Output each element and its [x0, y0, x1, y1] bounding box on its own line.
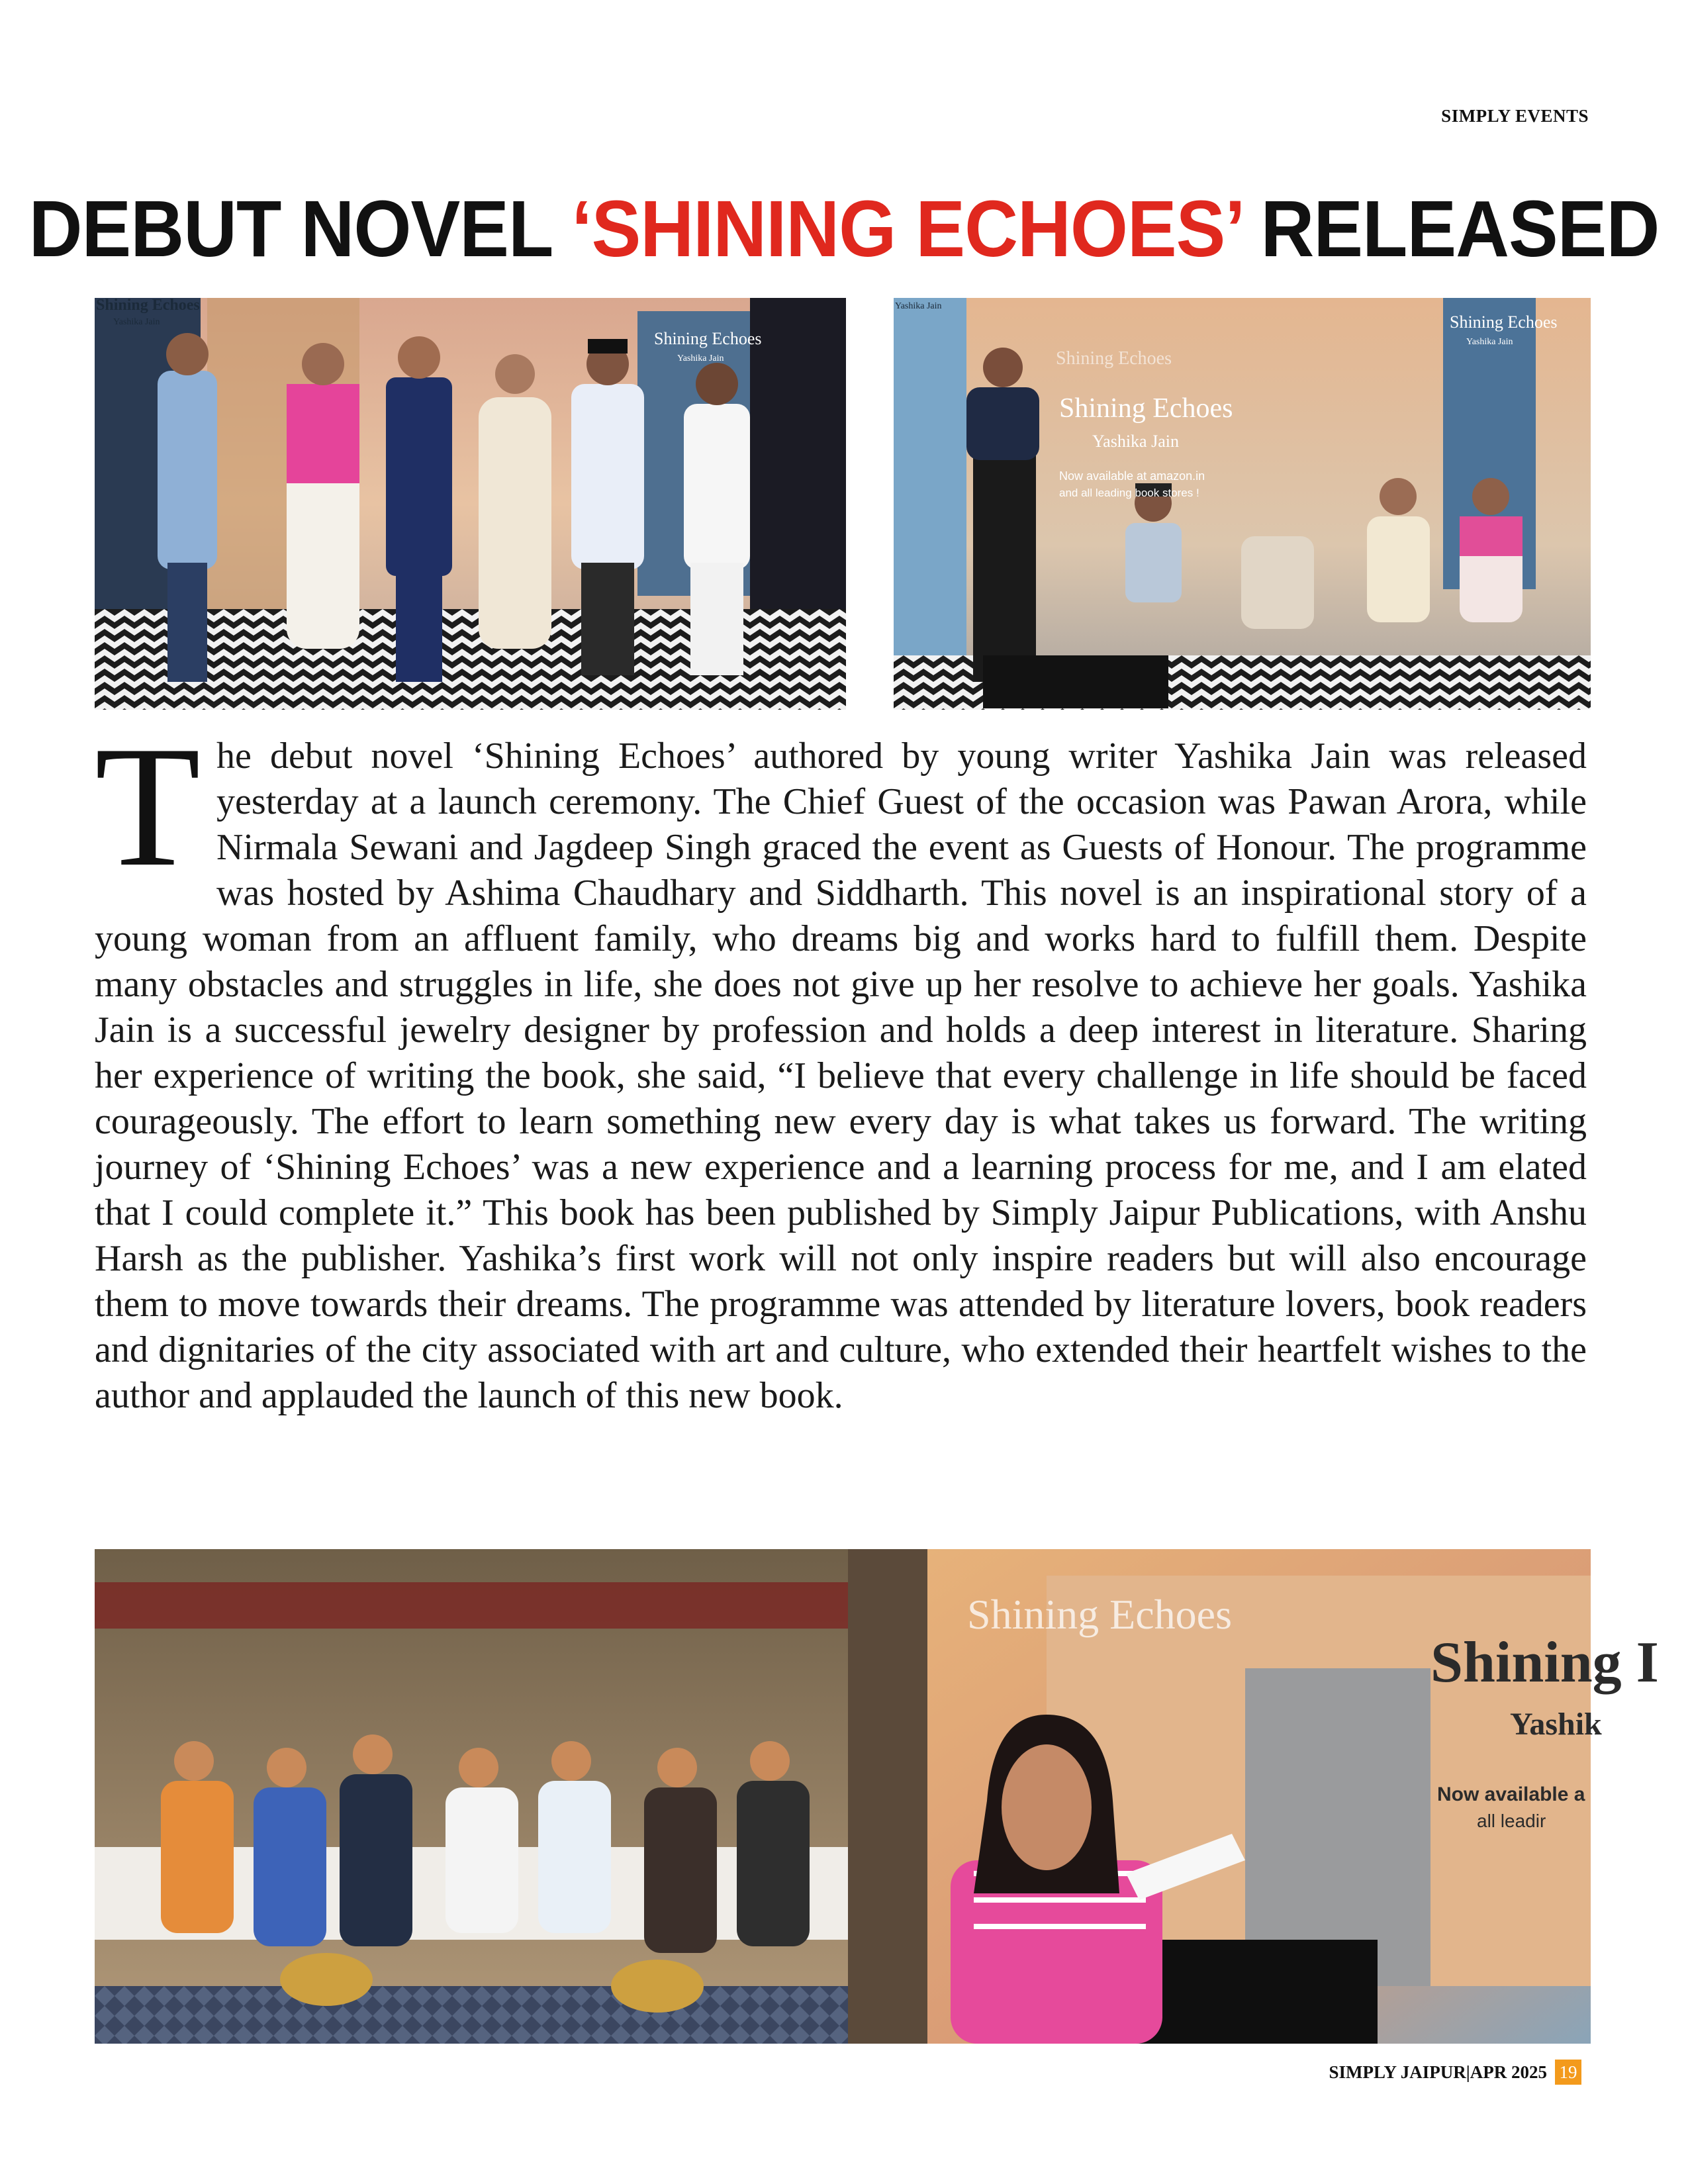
photo2-side-title: Shining Echoes — [1450, 312, 1558, 332]
photo2-banner-line-2: and all leading book stores ! — [1059, 487, 1199, 499]
photo2-side-author: Yashika Jain — [1466, 337, 1513, 347]
photo4-banner-ghost: Shining Echoes — [967, 1591, 1232, 1638]
photo2-banner-line-1: Now available at amazon.in — [1059, 469, 1205, 483]
photo2-banner-title: Shining Echoes — [1059, 393, 1233, 424]
photo-audience — [95, 1549, 848, 2044]
headline-part-3: RELEASED — [1241, 183, 1660, 273]
photo1-corner-author: Yashika Jain — [113, 317, 160, 327]
photo1-banner-author: Yashika Jain — [677, 354, 724, 363]
photo2-corner-title: Yashika Jain — [895, 301, 942, 311]
photo4-banner-line-2: all leadir — [1477, 1811, 1546, 1831]
photo4-banner-line-1: Now available a — [1437, 1783, 1585, 1805]
article-body — [95, 710, 1587, 1419]
headline-book-title: ‘SHINING ECHOES’ — [571, 183, 1241, 273]
photo-book-release-group — [95, 298, 846, 710]
article-text: he debut novel ‘Shining Echoes’ authored by young writer Yashika Jain was released yesterday at a launch ceremony. The Chief Guest of the occasion was Pawan Arora, while Nirmala Sewani and Jagdeep Singh graced the event as Guests of Honour. The programme was hosted by Ashima Chaudhary and Siddharth. This novel is an inspirational story of a young woman from an affluent family, who dreams big and works hard to fulfill them. Despite many obstacles and struggles in life, she does not give up her resolve to achieve her goals. Yashika Jain is a successful jewelry designer by profession and holds a deep interest in literature. Sharing her experience of writing the book, she said, “I believe that every challenge in life should be faced courageously. The effort to learn something new every day is what takes us forward. The writing journey of ‘Shining Echoes’ was a new experience and a learning process for me, and I am elated that I could complete it.” This book has been published by Simply Jaipur Publications, with Anshu Harsh as the publisher. Yashika’s first work will not only inspire readers but will also encourage them to move towards their dreams. The programme was attended by literature lovers, book readers and dignitaries of the city associated with art and culture, who extended their heartfelt wishes to the author and applauded the launch of this new book. — [95, 736, 1587, 1416]
footer-separator: | — [1466, 2062, 1470, 2082]
photo-author-speaking — [848, 1549, 1659, 2044]
footer-publication: SIMPLY JAIPUR — [1329, 2062, 1466, 2082]
photo4-banner-title: Shining I — [1430, 1631, 1659, 1695]
page-number: 19 — [1555, 2060, 1581, 2085]
footer-issue: APR 2025 — [1470, 2062, 1547, 2082]
photo1-banner-title: Shining Echoes — [654, 329, 762, 348]
photo-stage-panel — [894, 298, 1591, 710]
page-footer — [1329, 2060, 1581, 2085]
photo2-back-title: Shining Echoes — [1056, 348, 1172, 369]
headline-part-1: DEBUT NOVEL — [28, 183, 572, 273]
page-headline — [0, 183, 1688, 273]
photo1-corner-title: Shining Echoes — [96, 297, 200, 314]
photo2-banner-author: Yashika Jain — [1092, 432, 1179, 451]
photo4-banner-author: Yashik — [1510, 1707, 1602, 1742]
section-label: SIMPLY EVENTS — [1441, 106, 1589, 126]
article-dropcap: T — [95, 710, 201, 902]
